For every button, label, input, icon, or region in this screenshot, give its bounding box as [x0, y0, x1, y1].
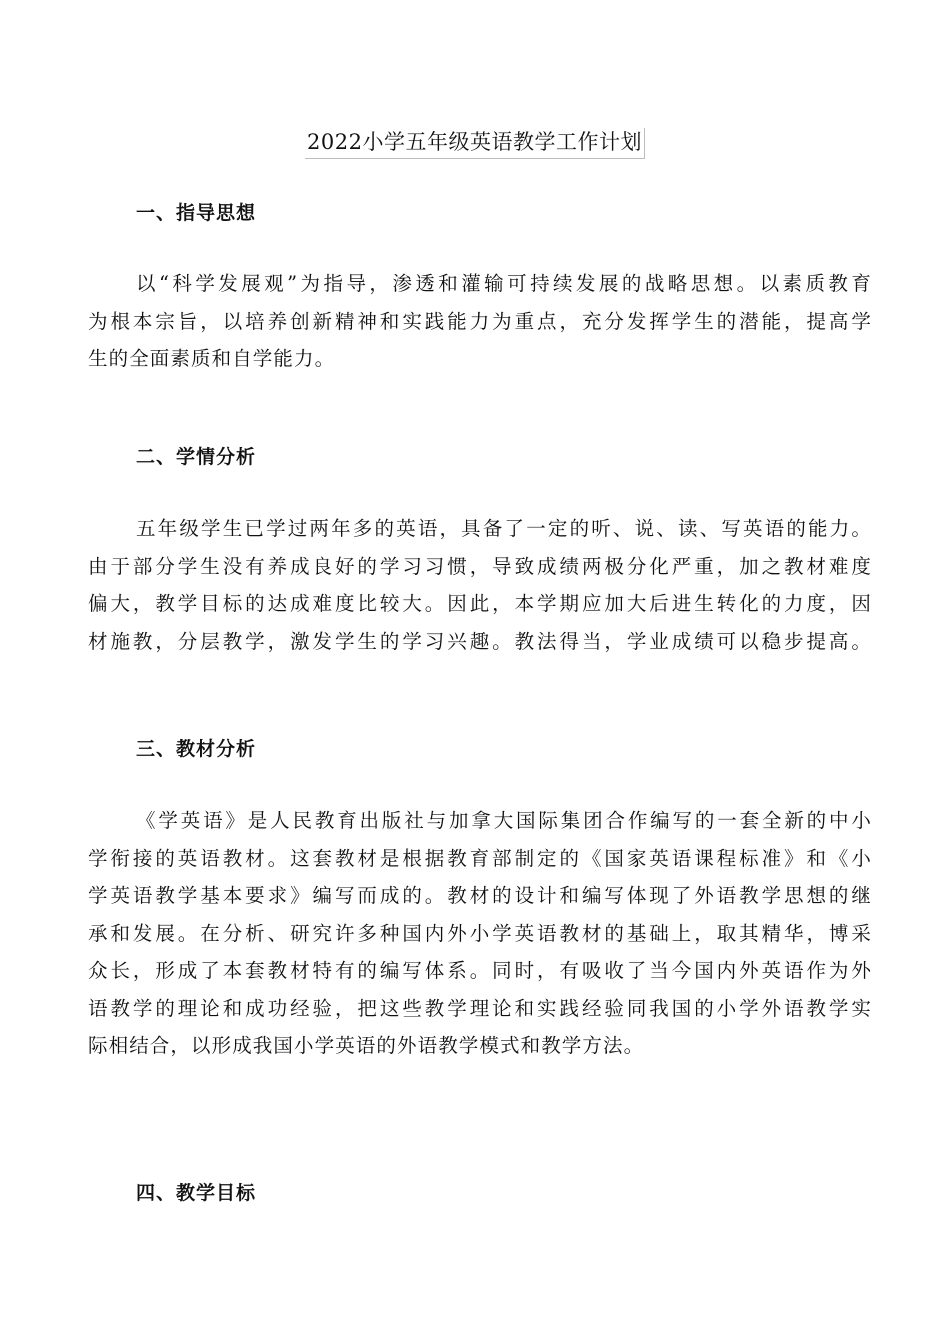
paragraph-line: 由于部分学生没有养成良好的学习习惯，导致成绩两极分化严重，加之教材难度: [88, 554, 872, 578]
paragraph-line: 生的全面素质和自学能力。: [88, 347, 336, 370]
paragraph-line: 以“科学发展观”为指导，渗透和灌输可持续发展的战略思想。以素质教育: [136, 272, 872, 295]
title-container: [0, 128, 950, 159]
section-paragraph-3: [88, 802, 872, 1065]
paragraph-line: 际相结合，以形成我国小学英语的外语教学模式和教学方法。: [88, 1034, 645, 1057]
paragraph-line: 众长，形成了本套教材特有的编写体系。同时，有吸收了当今国内外英语作为外: [88, 959, 872, 982]
section-paragraph-2: [88, 510, 872, 660]
paragraph-line: 学衔接的英语教材。这套教材是根据教育部制定的《国家英语课程标准》和《小: [88, 846, 872, 870]
paragraph-line: 承和发展。在分析、研究许多种国内外小学英语教材的基础上，取其精华，博采: [88, 921, 872, 945]
paragraph-line: 偏大，教学目标的达成难度比较大。因此，本学期应加大后进生转化的力度，因: [88, 592, 872, 615]
paragraph-line: 材施教，分层教学，激发学生的学习兴趣。教法得当，学业成绩可以稳步提高。: [88, 629, 872, 653]
paragraph-line: 语教学的理论和成功经验，把这些教学理论和实践经验同我国的小学外语教学实: [88, 996, 872, 1020]
section-heading-4: 四、教学目标: [136, 1182, 257, 1204]
paragraph-line: 学英语教学基本要求》编写而成的。教材的设计和编写体现了外语教学思想的继: [88, 884, 872, 907]
paragraph-line: 五年级学生已学过两年多的英语，具备了一定的听、说、读、写英语的能力。: [136, 517, 872, 540]
document-title: 2022小学五年级英语教学工作计划: [305, 128, 645, 159]
section-heading-3: 三、教材分析: [136, 738, 257, 760]
paragraph-line: 《学英语》是人民教育出版社与加拿大国际集团合作编写的一套全新的中小: [136, 809, 872, 832]
section-heading-1: 一、指导思想: [136, 202, 257, 224]
section-paragraph-1: [88, 265, 872, 378]
section-heading-2: 二、学情分析: [136, 446, 257, 468]
paragraph-line: 为根本宗旨，以培养创新精神和实践能力为重点，充分发挥学生的潜能，提高学: [88, 309, 872, 333]
